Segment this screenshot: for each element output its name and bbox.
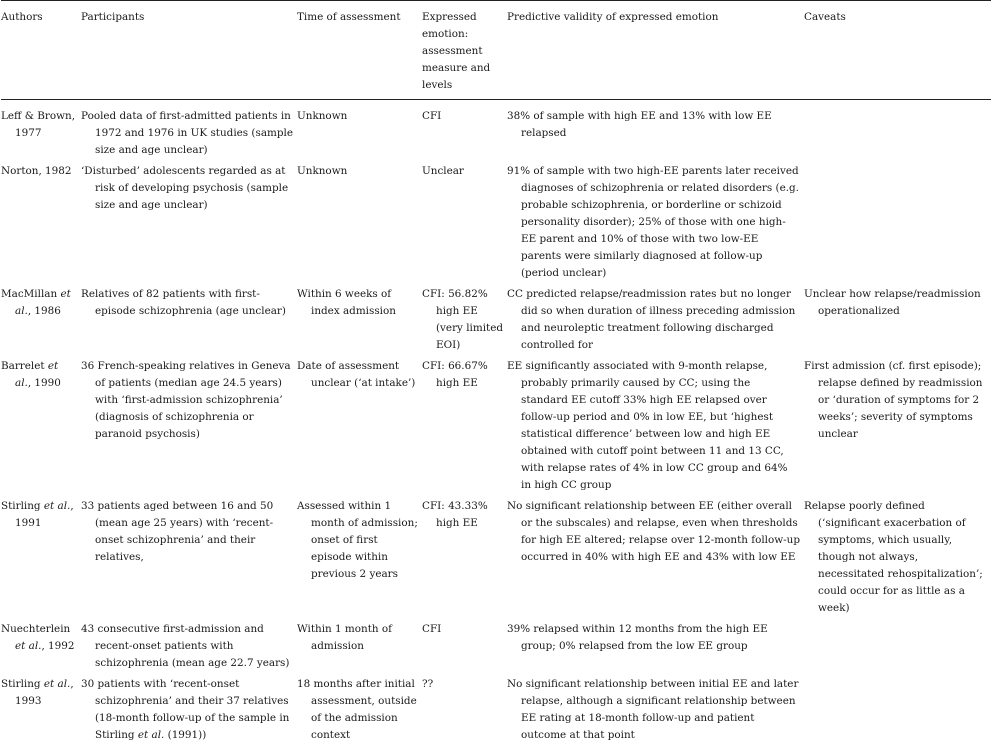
measure-cell: CFI: 56.82% high EE (very limited EOI) [422,283,507,355]
table-row [1,355,991,495]
header-participants: Participants [81,1,297,100]
time-cell: Within 1 month of admission [297,618,422,673]
predictive-cell: CC predicted relapse/readmission rates but no longer did so when duration of illness preceding admission and neuroleptic treatment following discharged controlled for [507,283,804,355]
caveats-cell: First admission (cf. first episode); relapse defined by readmission or ‘duration of symptoms for 2 weeks’; severity of symptoms unclear [804,355,991,495]
caveats-cell: Unclear how relapse/readmission operationalized [804,283,991,355]
authors-cell: Barrelet et al., 1990 [1,355,81,495]
table-row [1,160,991,283]
caveats-cell [804,100,991,161]
authors-cell: Nuechterlein et al., 1992 [1,618,81,673]
participants-cell: 30 patients with ‘recent-onset schizophrenia’ and their 37 relatives (18-month follow-up of the sample in Stirling et al. (1991)) [81,673,297,745]
header-caveats: Caveats [804,1,991,100]
table-body [1,100,991,745]
measure-cell: Unclear [422,160,507,283]
time-cell: Unknown [297,160,422,283]
measure-cell: ?? [422,673,507,745]
header-predictive-validity: Predictive validity of expressed emotion [507,1,804,100]
measure-cell: CFI [422,618,507,673]
participants-cell: 33 patients aged between 16 and 50 (mean age 25 years) with ‘recent-onset schizophrenia’ and their relatives, [81,495,297,618]
header-authors: Authors [1,1,81,100]
predictive-cell: No significant relationship between initial EE and later relapse, although a significant relationship between EE rating at 18-month follow-up and patient outcome at that point [507,673,804,745]
time-cell: Assessed within 1 month of admission; onset of first episode within previous 2 years [297,495,422,618]
authors-cell: MacMillan et al., 1986 [1,283,81,355]
participants-cell: 36 French-speaking relatives in Geneva of patients (median age 24.5 years) with ‘first-admission schizophrenia’ (diagnosis of schizophrenia or paranoid psychosis) [81,355,297,495]
caveats-cell: Relapse poorly defined (‘significant exacerbation of symptoms, which usually, though not always, necessitated rehospitalization’; could occur for as little as a week) [804,495,991,618]
time-cell: Unknown [297,100,422,161]
time-cell: Within 6 weeks of index admission [297,283,422,355]
participants-cell: Pooled data of first-admitted patients in 1972 and 1976 in UK studies (sample size and age unclear) [81,100,297,161]
authors-cell: Stirling et al., 1991 [1,495,81,618]
table-row [1,673,991,745]
time-cell: 18 months after initial assessment, outside of the admission context [297,673,422,745]
caveats-cell [804,618,991,673]
authors-cell: Stirling et al., 1993 [1,673,81,745]
expressed-emotion-table [1,0,991,745]
participants-cell: 43 consecutive first-admission and recent-onset patients with schizophrenia (mean age 22.7 years) [81,618,297,673]
predictive-cell: 38% of sample with high EE and 13% with low EE relapsed [507,100,804,161]
measure-cell: CFI [422,100,507,161]
predictive-cell: No significant relationship between EE (either overall or the subscales) and relapse, even when thresholds for high EE altered; relapse over 12-month follow-up occurred in 40% with high EE and 43% with low EE [507,495,804,618]
predictive-cell: EE significantly associated with 9-month relapse, probably primarily caused by CC; using the standard EE cutoff 33% high EE relapsed over follow-up period and 0% in low EE, but ‘highest statistical difference’ between low and high EE obtained with cutoff point between 11 and 13 CC, with relapse rates of 4% in low CC group and 64% in high CC group [507,355,804,495]
table-row [1,100,991,161]
measure-cell: CFI: 66.67% high EE [422,355,507,495]
table-row [1,495,991,618]
time-cell: Date of assessment unclear (‘at intake’) [297,355,422,495]
header-expressed-emotion: Expressed emotion: assessment measure and levels [422,1,507,100]
table-header [1,1,991,100]
table-row [1,618,991,673]
authors-cell: Leff & Brown, 1977 [1,100,81,161]
caveats-cell [804,160,991,283]
participants-cell: Relatives of 82 patients with first-episode schizophrenia (age unclear) [81,283,297,355]
header-time: Time of assessment [297,1,422,100]
predictive-cell: 39% relapsed within 12 months from the high EE group; 0% relapsed from the low EE group [507,618,804,673]
table-row [1,283,991,355]
measure-cell: CFI: 43.33% high EE [422,495,507,618]
authors-cell: Norton, 1982 [1,160,81,283]
caveats-cell [804,673,991,745]
predictive-cell: 91% of sample with two high-EE parents later received diagnoses of schizophrenia or related disorders (e.g. probable schizophrenia, or borderline or schizoid personality disorder); 25% of those with one high-EE parent and 10% of those with two low-EE parents were similarly diagnosed at follow-up (period unclear) [507,160,804,283]
participants-cell: ‘Disturbed’ adolescents regarded as at risk of developing psychosis (sample size and age unclear) [81,160,297,283]
